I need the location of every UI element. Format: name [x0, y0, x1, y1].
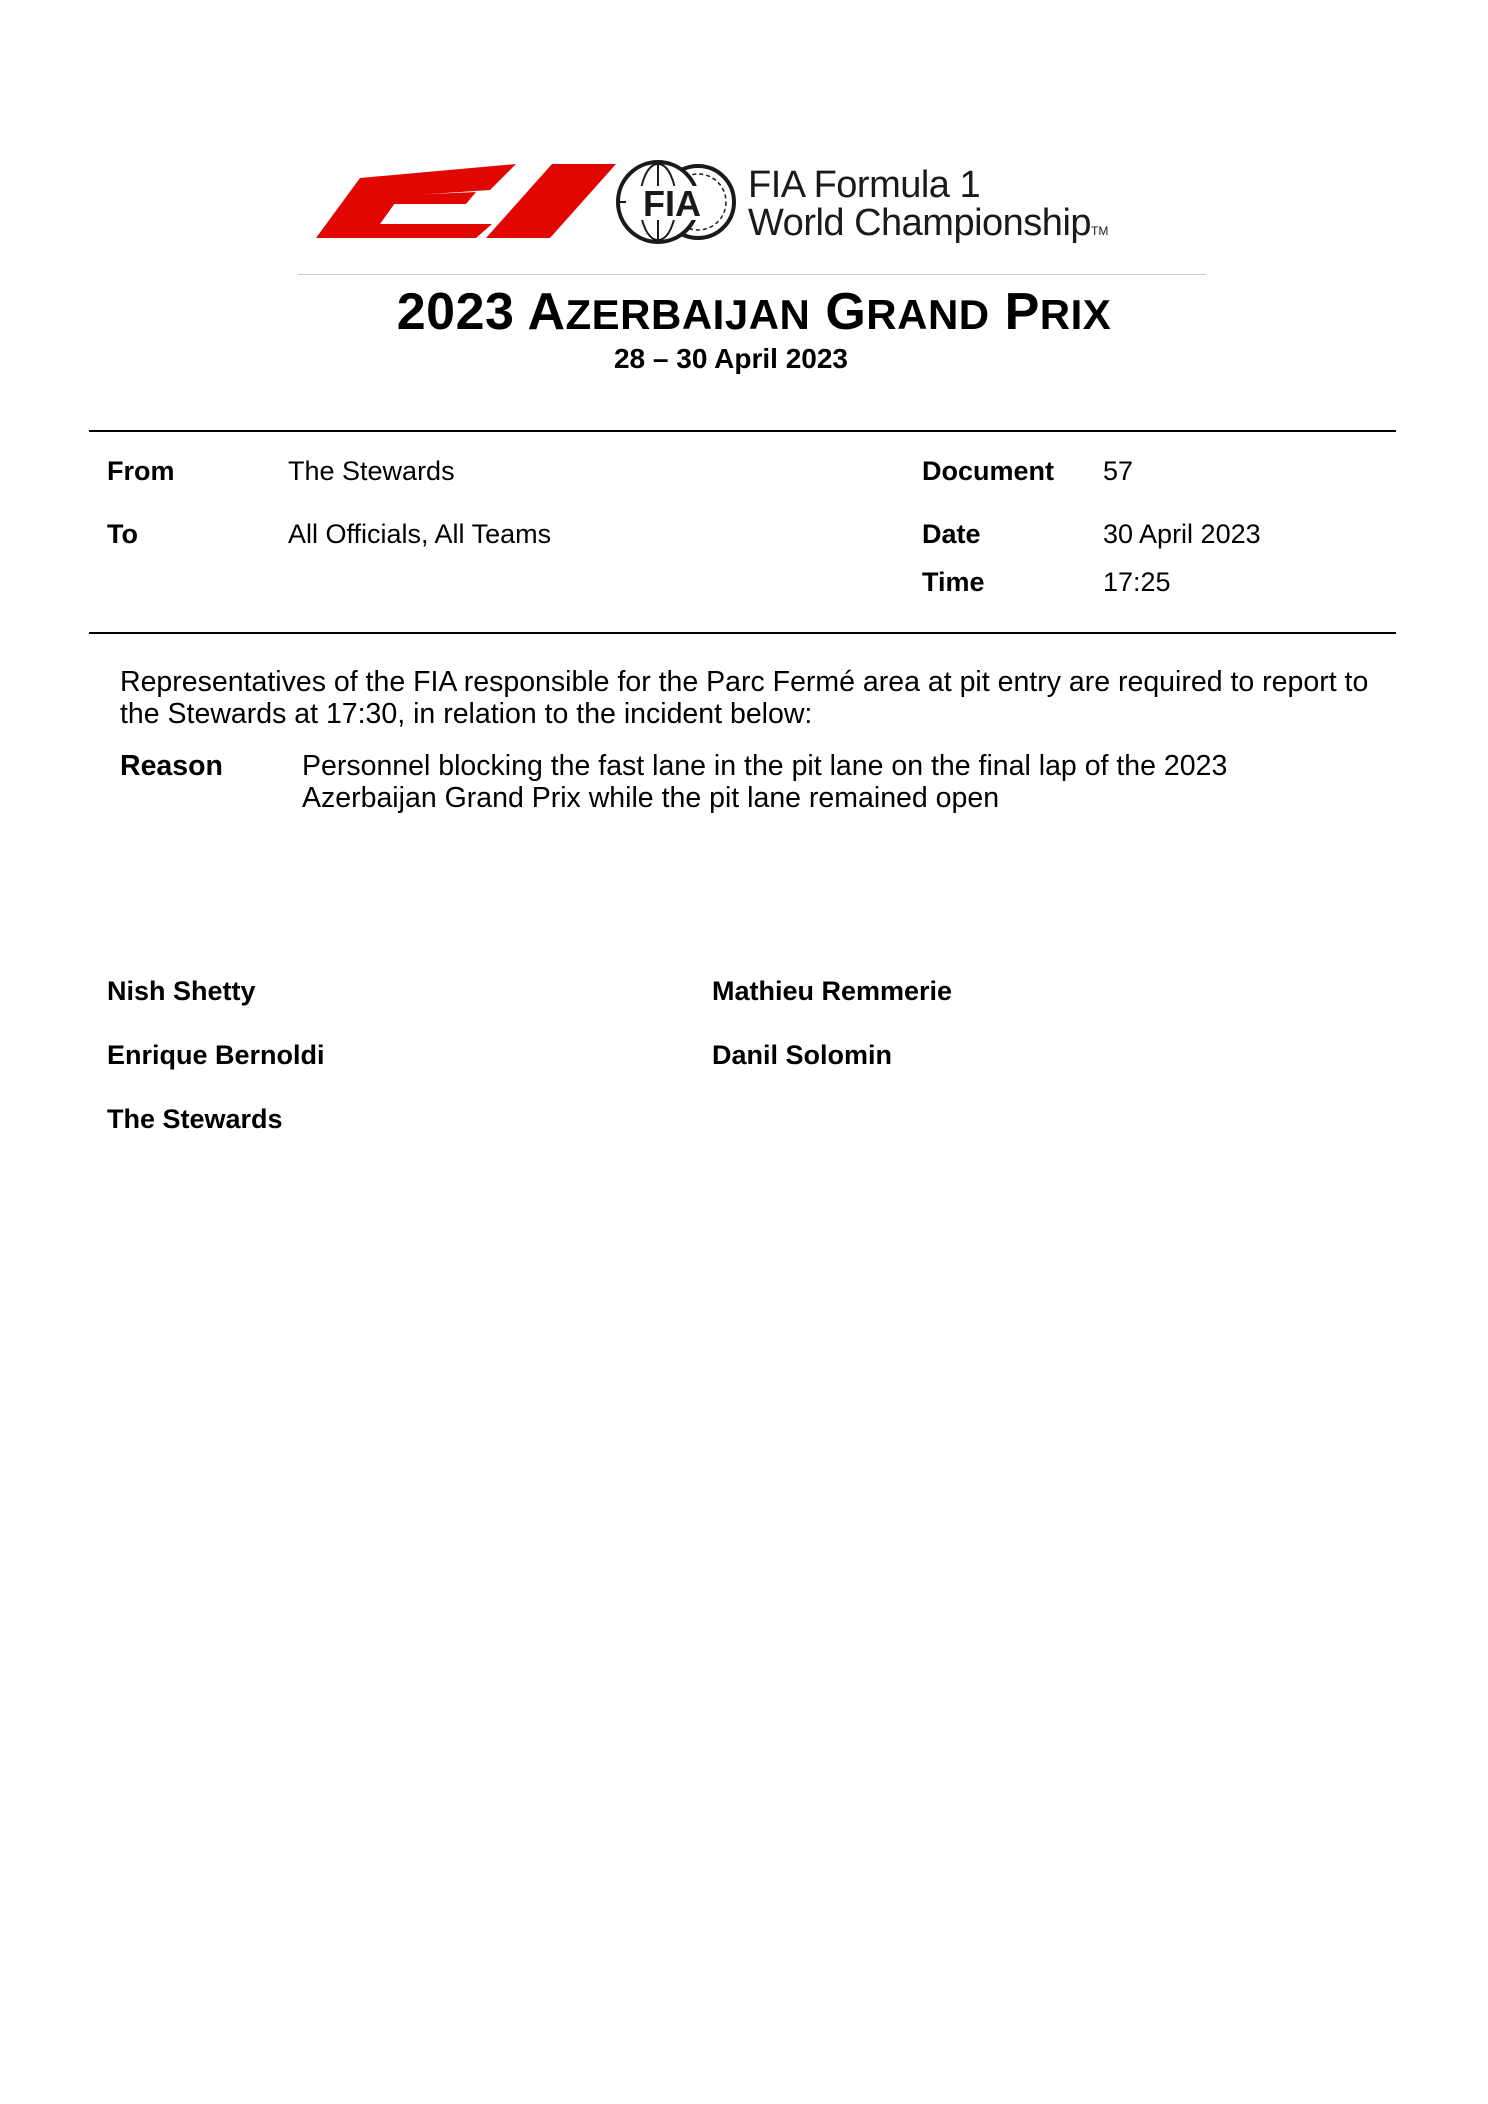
f1-logo-icon: [316, 162, 616, 242]
reason-line: Azerbaijan Grand Prix while the pit lane remained open: [302, 782, 1000, 814]
time-value: 17:25: [1103, 567, 1171, 597]
to-value: All Officials, All Teams: [288, 519, 552, 549]
document-header: [0, 150, 1488, 250]
steward-name: Mathieu Remmerie: [712, 976, 953, 1006]
reason-line: Personnel blocking the fast lane in the pit lane on the final lap of the 2023: [302, 750, 1228, 782]
reason-label: Reason: [120, 750, 223, 782]
time-label: Time: [922, 567, 985, 597]
date-label: Date: [922, 519, 981, 549]
document-label: Document: [922, 456, 1055, 486]
date-value: 30 April 2023: [1103, 519, 1261, 549]
signature-block-title: The Stewards: [107, 1104, 283, 1134]
steward-name: Nish Shetty: [107, 976, 256, 1006]
from-value: The Stewards: [288, 456, 455, 486]
fia-logo-icon: [612, 156, 738, 248]
document-number: 57: [1103, 456, 1134, 486]
reason-text: [302, 750, 1402, 814]
to-label: To: [107, 519, 138, 549]
body-paragraph: [120, 666, 1410, 730]
wordmark-line-1: FIA Formula 1: [748, 164, 981, 206]
fia-logo-lettering: FIA: [643, 183, 701, 224]
wordmark-line-2: World ChampionshipTM: [748, 202, 1109, 244]
header-divider: [298, 274, 1206, 275]
from-label: From: [107, 456, 175, 486]
paragraph-line: the Stewards at 17:30, in relation to the incident below:: [120, 698, 813, 730]
trademark-symbol: TM: [1091, 224, 1109, 238]
steward-name: Danil Solomin: [712, 1040, 893, 1070]
steward-name: Enrique Bernoldi: [107, 1040, 325, 1070]
paragraph-line: Representatives of the FIA responsible for the Parc Fermé area at pit entry are required to report to: [120, 666, 1369, 698]
meta-bottom-divider: [89, 632, 1396, 634]
meta-top-divider: [89, 430, 1396, 432]
page-title: 2023 AZERBAIJAN GRAND PRIX: [396, 283, 1112, 341]
championship-wordmark: [748, 166, 1108, 250]
event-dates: 28 – 30 April 2023: [613, 343, 848, 374]
